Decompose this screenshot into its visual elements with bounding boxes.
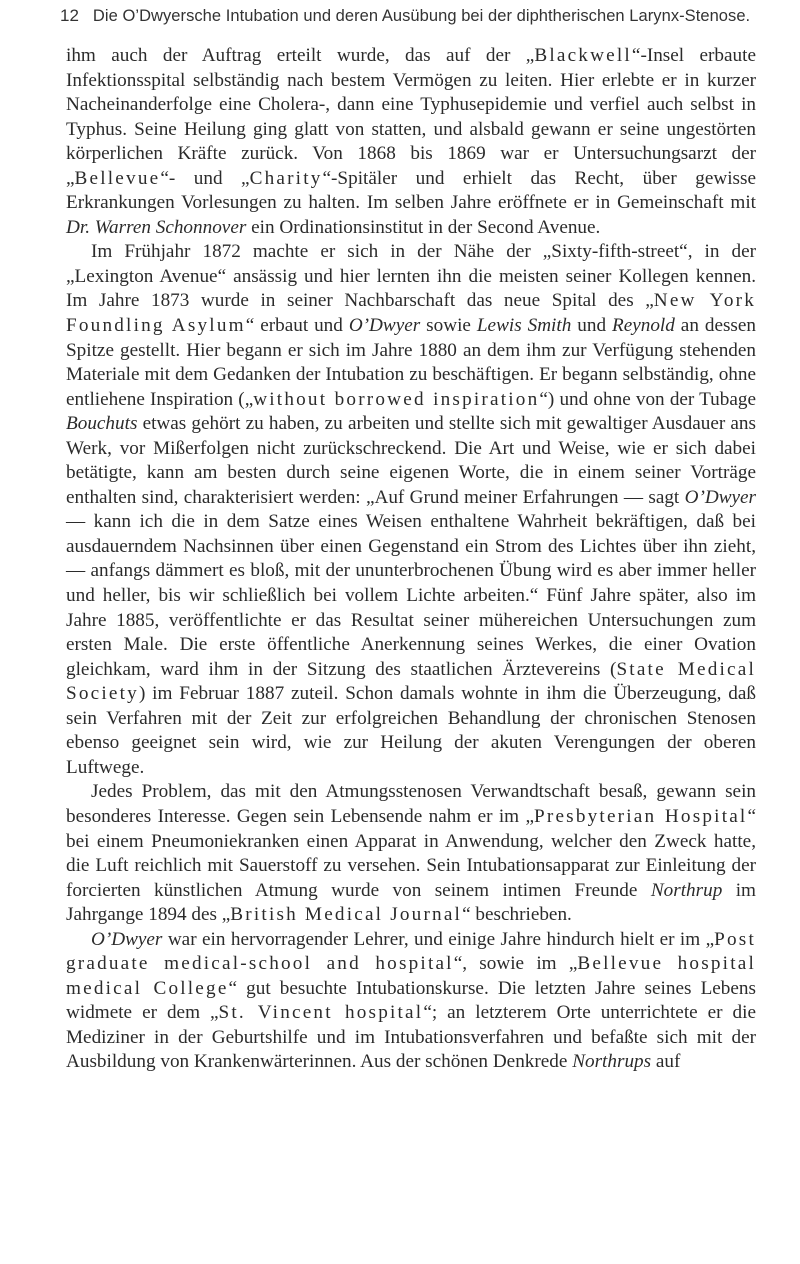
italic-name: Reynold [611,315,675,337]
italic-name: O’Dwyer [348,315,421,337]
paragraph [66,44,756,240]
text-run: “; an letzterem Orte unterrichtete er die Mediziner in der Geburtshilfe und im Intubationsverfahren und befaßte sich mit der Ausbildung von Krankenwärterinnen. Aus der schönen Denkrede [66,1002,756,1073]
text-run: “ erbaut und [245,315,349,337]
text-run: im Jahrgange 1894 des „ [66,879,756,926]
spaced-emphasis: St. Vincent hospital [218,1002,424,1024]
text-run: “ beschrieben. [462,904,572,926]
italic-name: O’Dwyer [684,486,756,508]
italic-name: O’Dwyer [91,928,163,950]
text-run: “, sowie im „ [453,953,578,975]
text-run: war ein hervorragender Lehrer, und einige Jahre hindurch hielt er im „ [162,928,715,950]
text-run: und [571,315,612,337]
text-run: Jedes Problem, das mit den Atmungsstenosen Verwandtschaft besaß, gewann sein besonderes Interesse. Gegen sein Lebensende nahm er im „ [66,781,756,827]
text-run: etwas gehört zu haben, zu arbeiten und stellte sich mit gewaltiger Ausdauer ans Werk, vor Mißerfolgen nicht zurückschreckend. Die Art und Weise, wie er sich dabei betätigte, kann am besten durch seine eigenen Worte, die in einem seiner Vorträge enthalten sind, charakterisiert werden: „Auf Grund meiner Erfahrungen — sagt [66,413,756,508]
text-run: “- und „ [160,167,250,189]
text-run: “-Spitäler und erhielt das Recht, über gewisse Erkrankungen Vorlesungen zu halten. Im selben Jahre eröffnete er in Gemeinschaft mit [66,167,756,214]
spaced-emphasis: Bellevue [74,167,161,189]
spaced-emphasis: without borrowed inspiration [253,388,540,410]
spaced-emphasis: New York Foundling Asylum [66,290,756,337]
spaced-emphasis: Charity [249,167,323,189]
italic-name: Northrups [572,1051,652,1073]
italic-name: Bouchuts [66,413,138,435]
spaced-emphasis: State Medical Society [66,658,756,705]
running-title: Die O’Dwyersche Intubation und deren Ausübung bei der diphtherischen Larynx-Stenose. [92,7,751,25]
body-text [66,44,756,1075]
italic-name: Lewis Smith [476,315,572,337]
italic-name: Northrup [650,879,723,901]
text-run: auf [651,1051,681,1073]
italic-name: Dr. Warren Schonnover [66,216,247,238]
text-run: “ bei einem Pneumoniekranken einen Apparat in Anwendung, welcher den Zweck hatte, die Luft reichlich mit Sauerstoff zu versehen. Sein Intubationsapparat zur Einleitung der forcierten künstlichen Atmung wurde von seinem intimen Freunde [66,805,756,901]
paragraph [66,780,756,927]
paragraph [66,240,756,780]
running-header [60,0,756,40]
text-run: an dessen Spitze gestellt. Hier begann er sich im Jahre 1880 an dem ihm zur Verfügung stehenden Materiale mit dem Gedanken der Intubation zu beschäftigen. Er begann selbständig, ohne entliehene Inspiration („ [66,315,757,410]
text-run: ) im Februar 1887 zuteil. Schon damals wohnte in ihm die Überzeugung, daß sein Verfahren mit der Zeit zur erfolgreichen Behandlung der chronischen Stenosen ebenso geeignet sein wird, wie zur Heilung der akuten Verengungen der oberen Luftwege. [66,683,756,778]
spaced-emphasis: British Medical Journal [230,904,463,926]
text-run: “) und ohne von der Tubage [539,388,756,410]
text-run: Im Frühjahr 1872 machte er sich in der Nähe der „Sixty-fifth-street“, in der „Lexington Avenue“ ansässig und hier lernten ihn die meisten seiner Kollegen kennen. Im Jahre 1873 wurde in seiner Nachbarschaft das neue Spital des „ [66,241,756,312]
spaced-emphasis: Bellevue hospital medical College [66,953,756,999]
text-run: “-Insel erbaute Infektionsspital selbständig nach bestem Vermögen zu leiten. Hier erlebte er in kurzer Nacheinanderfolge eine Cholera-, dann eine Typhusepidemie und verfiel auch selbst in Typhus. Seine Heilung ging glatt von statten, und alsbald gewann er seine ungestörten körperlichen Kräfte zurück. Von 1868 bis 1869 war er Untersuchungsarzt der „ [66,45,756,189]
text-run: sowie [420,315,477,337]
spaced-emphasis: Post graduate medical-school and hospital [66,928,756,975]
text-run: “ gut besuchte Intubationskurse. Die letzten Jahre seines Lebens widmete er dem „ [66,977,756,1024]
page-number: 12 [60,6,79,25]
spaced-emphasis: Presbyterian Hospital [533,805,748,827]
text-run: — kann ich die in dem Satze eines Weisen enthaltene Wahrheit bekräftigen, daß bei ausdauerndem Nachsinnen über einen Gegenstand ein Strom des Lichtes über ihn zieht, — anfangs dämmert es bloß, mit der ununterbrochenen Übung wird es aber immer heller und heller, bis wir schließlich bei vollem Lichte arbeiten.“ Fünf Jahre später, also im Jahre 1885, veröffentlichte er das Resultat seiner mühereichen Untersuchungen zum ersten Male. Die erste öffentliche Anerkennung seines Werkes, die einer Ovation gleichkam, ward ihm in der Sitzung des staatlichen Ärztevereins ( [66,511,756,680]
spaced-emphasis: Blackwell [534,45,632,66]
text-run: ein Ordinationsinstitut in der Second Avenue. [246,216,601,238]
text-run: ihm auch der Auftrag erteilt wurde, das auf der „ [66,45,535,66]
paragraph [66,928,756,1075]
